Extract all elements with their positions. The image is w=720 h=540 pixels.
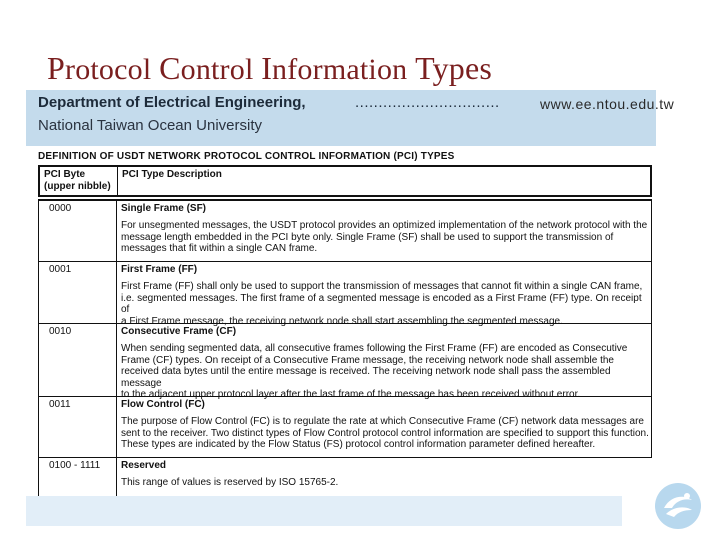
header-description: PCI Type Description (122, 169, 222, 180)
slide-title: Protocol Control Information Types (47, 50, 493, 86)
pci-type-name: Reserved (121, 460, 167, 471)
pci-type-name: First Frame (FF) (121, 264, 198, 275)
department-text: Department of Electrical Engineering, (38, 94, 306, 111)
website-link[interactable]: www.ee.ntou.edu.tw (540, 96, 675, 112)
table-header (38, 165, 652, 197)
pci-type-name: Consecutive Frame (CF) (121, 326, 237, 337)
table-row (38, 262, 652, 327)
pci-byte: 0011 (39, 397, 117, 457)
pci-type-description: For unsegmented messages, the USDT protocol provides an optimized implementation of the network protocol with the message length embedded in the PCI byte only. Single Frame (SF) shall be used to support the transmission of messages that fit within a single CAN frame. (121, 220, 648, 254)
pci-table-image (38, 151, 652, 498)
table-row (38, 199, 652, 262)
pci-type-description: This range of values is reserved by ISO 15765-2. (121, 477, 339, 488)
table-row (38, 324, 652, 400)
table-row (38, 458, 652, 498)
table-row (38, 397, 652, 458)
pci-byte: 0100 - 1111 (39, 458, 117, 498)
table-title: DEFINITION OF USDT NETWORK PROTOCOL CONTROL INFORMATION (PCI) TYPES (38, 151, 455, 162)
dot-leader: ............................... (355, 94, 500, 111)
university-text: National Taiwan Ocean University (38, 117, 262, 134)
footer-band (26, 496, 622, 526)
pci-type-name: Flow Control (FC) (121, 399, 205, 410)
pci-type-description: When sending segmented data, all consecutive frames following the First Frame (FF) are encoded as Consecutive Frame (CF) types. On receipt of a Consecutive Frame message, the receiving network node shall assemble the received data bytes until the entire message is received. The receiving network node shall pass the assembled message to the adjacent upper protocol layer after the last frame of the message has been received without error. (121, 343, 628, 400)
pci-type-description: The purpose of Flow Control (FC) is to regulate the rate at which Consecutive Frame (CF) network data messages are sent to the receiver. Two distinct types of Flow Control protocol control information are specified to support this function. These types are indicated by the Flow Status (FS) protocol control information parameter defined hereafter. (121, 416, 649, 450)
pci-byte: 0000 (39, 201, 117, 261)
university-logo-icon (654, 482, 702, 530)
pci-type-description: First Frame (FF) shall only be used to support the transmission of messages that cannot fit within a single CAN frame, i.e. segmented messages. The first frame of a segmented message is encoded as a First Frame (FF) type. On receipt of a First Frame message, the receiving network node shall start assembling the segmented message. (121, 281, 643, 327)
pci-type-name: Single Frame (SF) (121, 203, 207, 214)
pci-byte: 0010 (39, 324, 117, 396)
header-byte: PCI Byte (upper nibble) (40, 167, 118, 195)
pci-byte: 0001 (39, 262, 117, 323)
